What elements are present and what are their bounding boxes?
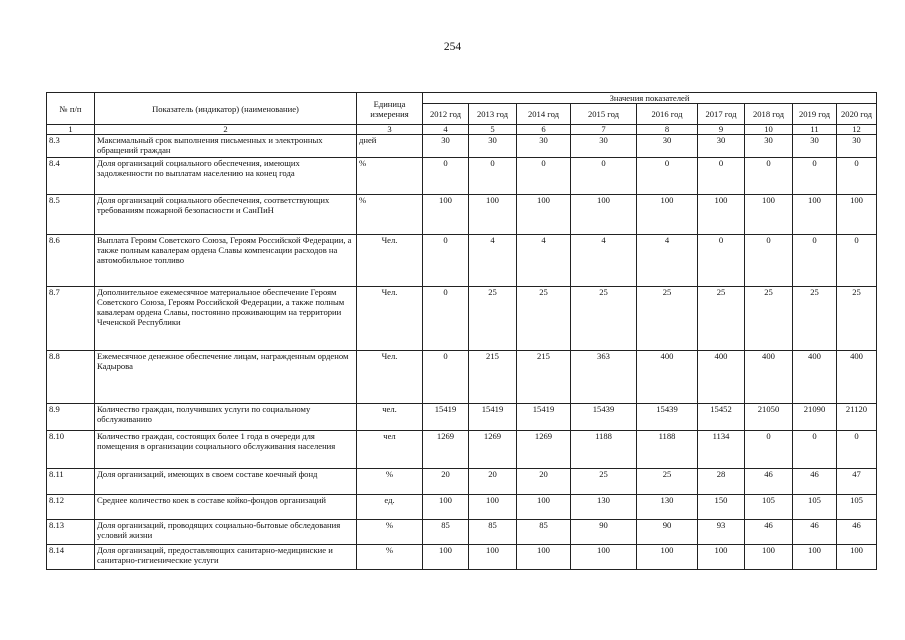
row-value: 100 xyxy=(469,545,517,570)
row-value: 215 xyxy=(517,351,571,404)
row-value: 363 xyxy=(571,351,637,404)
row-num: 8.10 xyxy=(47,431,95,469)
row-num: 8.7 xyxy=(47,287,95,351)
row-num: 8.14 xyxy=(47,545,95,570)
row-value: 100 xyxy=(745,195,793,235)
row-value: 100 xyxy=(469,495,517,520)
row-value: 47 xyxy=(837,469,877,495)
row-value: 85 xyxy=(423,520,469,545)
row-value: 15419 xyxy=(517,404,571,431)
row-value: 100 xyxy=(837,545,877,570)
table-row xyxy=(47,351,877,404)
row-value: 100 xyxy=(517,495,571,520)
row-value: 400 xyxy=(745,351,793,404)
row-indicator: Максимальный срок выполнения письменных и электронных обращений граждан xyxy=(95,135,357,158)
row-value: 1269 xyxy=(423,431,469,469)
row-value: 46 xyxy=(837,520,877,545)
column-number: 3 xyxy=(357,125,423,135)
column-number: 6 xyxy=(517,125,571,135)
row-value: 30 xyxy=(517,135,571,158)
row-indicator: Доля организаций социального обеспечения, имеющих задолженности по выплатам населению на конец года xyxy=(95,158,357,195)
header-year: 2014 год xyxy=(517,104,571,125)
row-value: 15439 xyxy=(571,404,637,431)
row-value: 0 xyxy=(698,158,745,195)
row-value: 0 xyxy=(745,235,793,287)
row-value: 100 xyxy=(698,545,745,570)
row-num: 8.5 xyxy=(47,195,95,235)
row-indicator: Количество граждан, получивших услуги по социальному обслуживанию xyxy=(95,404,357,431)
row-value: 0 xyxy=(423,287,469,351)
row-value: 100 xyxy=(745,545,793,570)
row-value: 30 xyxy=(698,135,745,158)
row-value: 1269 xyxy=(517,431,571,469)
row-value: 0 xyxy=(698,235,745,287)
row-value: 100 xyxy=(469,195,517,235)
table-row xyxy=(47,469,877,495)
row-value: 0 xyxy=(837,431,877,469)
row-unit: чел xyxy=(357,431,423,469)
row-unit: дней xyxy=(357,135,423,158)
row-value: 130 xyxy=(571,495,637,520)
row-indicator: Среднее количество коек в составе койко-фондов организаций xyxy=(95,495,357,520)
row-value: 100 xyxy=(637,195,698,235)
row-indicator: Выплата Героям Советского Союза, Героям Российской Федерации, а также полным кавалерам ордена Славы компенсации расходов на автомобильное топливо xyxy=(95,235,357,287)
table-body xyxy=(47,135,877,570)
row-value: 15439 xyxy=(637,404,698,431)
row-value: 25 xyxy=(517,287,571,351)
row-value: 0 xyxy=(837,235,877,287)
table-row xyxy=(47,545,877,570)
row-indicator: Доля организаций социального обеспечения, соответствующих требованиям пожарной безопасности и СанПиН xyxy=(95,195,357,235)
row-value: 30 xyxy=(571,135,637,158)
table-row xyxy=(47,431,877,469)
row-value: 30 xyxy=(469,135,517,158)
column-number: 10 xyxy=(745,125,793,135)
row-unit: % xyxy=(357,195,423,235)
row-value: 0 xyxy=(745,158,793,195)
column-number: 7 xyxy=(571,125,637,135)
row-value: 25 xyxy=(637,287,698,351)
row-value: 0 xyxy=(793,431,837,469)
header-indicator: Показатель (индикатор) (наименование) xyxy=(95,93,357,125)
table-row xyxy=(47,520,877,545)
header-year: 2017 год xyxy=(698,104,745,125)
row-unit: Чел. xyxy=(357,287,423,351)
row-value: 15419 xyxy=(469,404,517,431)
row-value: 30 xyxy=(637,135,698,158)
row-value: 100 xyxy=(571,195,637,235)
table-row xyxy=(47,495,877,520)
row-unit: % xyxy=(357,158,423,195)
row-value: 100 xyxy=(517,195,571,235)
row-unit: чел. xyxy=(357,404,423,431)
row-value: 21090 xyxy=(793,404,837,431)
row-value: 100 xyxy=(571,545,637,570)
row-value: 4 xyxy=(517,235,571,287)
row-indicator: Ежемесячное денежное обеспечение лицам, награжденным орденом Кадырова xyxy=(95,351,357,404)
row-value: 100 xyxy=(793,545,837,570)
row-num: 8.12 xyxy=(47,495,95,520)
row-value: 0 xyxy=(423,351,469,404)
row-value: 100 xyxy=(423,545,469,570)
header-year: 2016 год xyxy=(637,104,698,125)
row-value: 100 xyxy=(637,545,698,570)
row-value: 105 xyxy=(837,495,877,520)
row-value: 30 xyxy=(793,135,837,158)
row-indicator: Доля организаций, проводящих социально-бытовые обследования условий жизни xyxy=(95,520,357,545)
header-year: 2012 год xyxy=(423,104,469,125)
row-value: 30 xyxy=(837,135,877,158)
row-value: 0 xyxy=(469,158,517,195)
row-value: 0 xyxy=(793,235,837,287)
row-value: 25 xyxy=(698,287,745,351)
row-value: 46 xyxy=(793,469,837,495)
row-value: 25 xyxy=(571,469,637,495)
row-value: 25 xyxy=(793,287,837,351)
row-indicator: Доля организаций, имеющих в своем составе коечный фонд xyxy=(95,469,357,495)
row-value: 400 xyxy=(793,351,837,404)
row-value: 21120 xyxy=(837,404,877,431)
row-value: 0 xyxy=(793,158,837,195)
row-value: 30 xyxy=(745,135,793,158)
indicators-table xyxy=(46,92,877,570)
row-value: 20 xyxy=(517,469,571,495)
row-value: 85 xyxy=(517,520,571,545)
row-num: 8.9 xyxy=(47,404,95,431)
column-number: 4 xyxy=(423,125,469,135)
row-value: 90 xyxy=(637,520,698,545)
row-value: 100 xyxy=(837,195,877,235)
row-value: 0 xyxy=(837,158,877,195)
row-value: 20 xyxy=(469,469,517,495)
column-number: 11 xyxy=(793,125,837,135)
row-value: 100 xyxy=(517,545,571,570)
row-unit: Чел. xyxy=(357,351,423,404)
row-num: 8.11 xyxy=(47,469,95,495)
row-value: 150 xyxy=(698,495,745,520)
row-num: 8.4 xyxy=(47,158,95,195)
column-number: 5 xyxy=(469,125,517,135)
row-unit: % xyxy=(357,469,423,495)
row-num: 8.3 xyxy=(47,135,95,158)
row-value: 1188 xyxy=(637,431,698,469)
header-values-group: Значения показателей xyxy=(423,93,877,104)
column-number: 2 xyxy=(95,125,357,135)
header-num: № п/п xyxy=(47,93,95,125)
header-year: 2019 год xyxy=(793,104,837,125)
row-value: 21050 xyxy=(745,404,793,431)
row-value: 15419 xyxy=(423,404,469,431)
row-value: 28 xyxy=(698,469,745,495)
table-header xyxy=(47,93,877,135)
row-value: 1188 xyxy=(571,431,637,469)
row-value: 90 xyxy=(571,520,637,545)
row-value: 0 xyxy=(745,431,793,469)
row-indicator: Доля организаций, предоставляющих санитарно-медицинские и санитарно-гигиенические услуги xyxy=(95,545,357,570)
row-value: 400 xyxy=(837,351,877,404)
row-value: 105 xyxy=(745,495,793,520)
row-value: 93 xyxy=(698,520,745,545)
row-value: 4 xyxy=(637,235,698,287)
row-num: 8.6 xyxy=(47,235,95,287)
row-unit: % xyxy=(357,520,423,545)
row-value: 46 xyxy=(745,520,793,545)
row-value: 100 xyxy=(793,195,837,235)
table-row xyxy=(47,195,877,235)
page-number: 254 xyxy=(443,41,462,53)
row-value: 46 xyxy=(745,469,793,495)
header-year: 2020 год xyxy=(837,104,877,125)
table-row xyxy=(47,235,877,287)
row-value: 0 xyxy=(423,158,469,195)
row-value: 30 xyxy=(423,135,469,158)
row-value: 400 xyxy=(637,351,698,404)
row-value: 1134 xyxy=(698,431,745,469)
row-value: 0 xyxy=(517,158,571,195)
column-number: 1 xyxy=(47,125,95,135)
column-number: 9 xyxy=(698,125,745,135)
table-row xyxy=(47,135,877,158)
row-value: 105 xyxy=(793,495,837,520)
table-row xyxy=(47,158,877,195)
row-value: 25 xyxy=(745,287,793,351)
header-year: 2015 год xyxy=(571,104,637,125)
row-value: 4 xyxy=(469,235,517,287)
row-value: 0 xyxy=(637,158,698,195)
row-unit: % xyxy=(357,545,423,570)
header-year: 2018 год xyxy=(745,104,793,125)
row-value: 25 xyxy=(637,469,698,495)
table-row xyxy=(47,404,877,431)
row-value: 20 xyxy=(423,469,469,495)
column-number: 12 xyxy=(837,125,877,135)
row-value: 100 xyxy=(423,495,469,520)
row-indicator: Дополнительное ежемесячное материальное обеспечение Героям Советского Союза, Героям Российской Федерации, а также полным кавалерам ордена Славы, постоянно проживающим на территории Чеченской Республики xyxy=(95,287,357,351)
row-value: 1269 xyxy=(469,431,517,469)
row-indicator: Количество граждан, состоящих более 1 года в очереди для помещения в организации социального обслуживания населения xyxy=(95,431,357,469)
row-value: 130 xyxy=(637,495,698,520)
row-unit: ед. xyxy=(357,495,423,520)
row-value: 400 xyxy=(698,351,745,404)
header-year: 2013 год xyxy=(469,104,517,125)
column-number: 8 xyxy=(637,125,698,135)
row-value: 25 xyxy=(571,287,637,351)
row-value: 100 xyxy=(698,195,745,235)
table-row xyxy=(47,287,877,351)
row-num: 8.8 xyxy=(47,351,95,404)
row-value: 15452 xyxy=(698,404,745,431)
row-value: 25 xyxy=(469,287,517,351)
row-value: 0 xyxy=(423,235,469,287)
row-value: 46 xyxy=(793,520,837,545)
row-value: 4 xyxy=(571,235,637,287)
row-value: 25 xyxy=(837,287,877,351)
row-num: 8.13 xyxy=(47,520,95,545)
header-unit: Единица измерения xyxy=(357,93,423,125)
row-value: 215 xyxy=(469,351,517,404)
row-value: 0 xyxy=(571,158,637,195)
row-value: 100 xyxy=(423,195,469,235)
row-unit: Чел. xyxy=(357,235,423,287)
row-value: 85 xyxy=(469,520,517,545)
